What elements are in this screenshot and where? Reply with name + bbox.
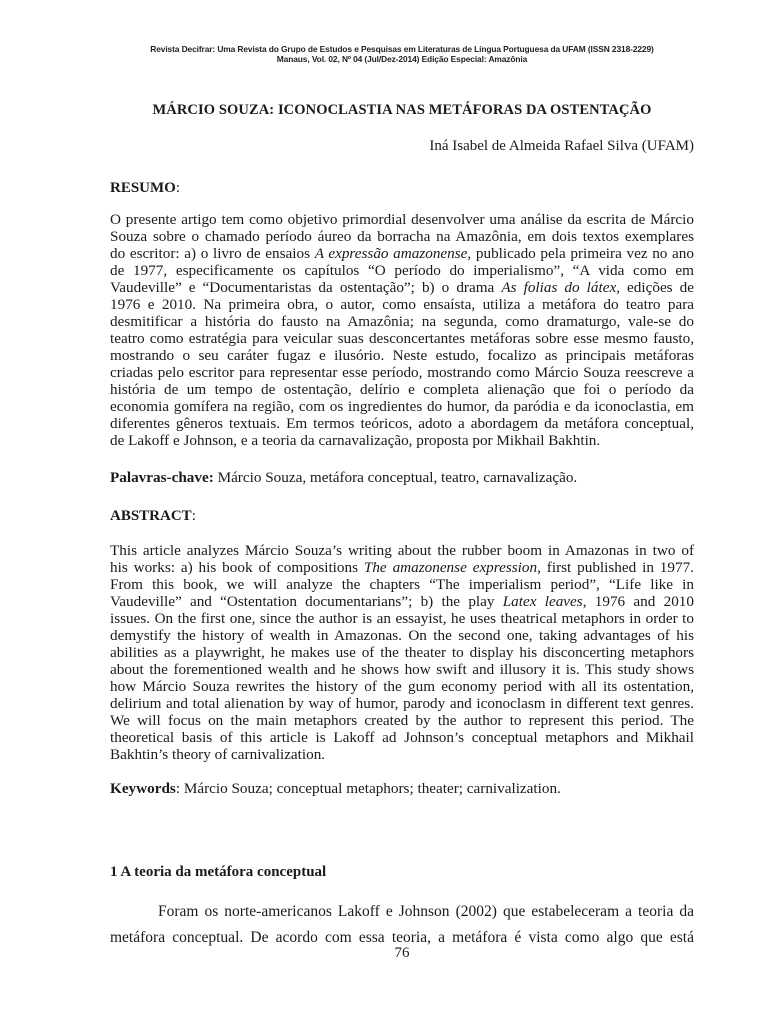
resumo-heading-colon: :: [175, 180, 181, 196]
abstract-line: how Márcio Souza rewrites the history of the gum economy period with all its ostentation,: [110, 678, 694, 695]
section-1-line: Foram os norte-americanos Lakoff e Johnson (2002) que estabeleceram a teoria da: [158, 903, 694, 920]
resumo-line: diferentes gêneros textuais. Em termos teóricos, adoto a abordagem da metáfora conceptual,: [110, 415, 694, 432]
section-1-paragraph: [110, 899, 694, 951]
resumo-heading-text: RESUMO: [110, 180, 176, 196]
document-page: [110, 0, 694, 1024]
abstract-line: theoretical basis of this article is Lakoff ad Johnson’s conceptual metaphors and Mikhail: [110, 729, 694, 746]
abstract-line: demystify the history of wealth in Amazonas. On the second one, taking advantages of his: [110, 627, 694, 644]
abstract-text: Vaudeville” and “Ostentation documentarians”; b) the play: [110, 593, 503, 610]
palavras-chave-label: Palavras-chave:: [110, 469, 214, 486]
abstract-line: From this book, we will analyze the chapters “The imperialism period”, “Life like in: [110, 576, 694, 593]
running-header: [80, 44, 724, 64]
resumo-line: história de um tempo de ostentação, delírio e completa alienação que foi o período da: [110, 381, 694, 398]
abstract-line: This article analyzes Márcio Souza’s writing about the rubber boom in Amazonas in two of: [110, 542, 694, 559]
resumo-line: criadas pelo escritor para representar esse período, mostrando como Márcio Souza reescreve a: [110, 364, 694, 381]
resumo-line: [110, 279, 694, 296]
abstract-line: [110, 559, 694, 576]
journal-header-line-2: Manaus, Vol. 02, Nº 04 (Jul/Dez-2014) Edição Especial: Amazônia: [276, 54, 528, 64]
abstract-heading-colon: :: [191, 508, 196, 524]
abstract-line: Bakhtin’s theory of carnivalization.: [110, 746, 326, 763]
resumo-line: teatro como estratégia para veicular suas desconcertantes metáforas sobre esse mesmo fausto,: [110, 330, 694, 347]
article-title: MÁRCIO SOUZA: ICONOCLASTIA NAS METÁFORAS DA OSTENTAÇÃO: [152, 102, 652, 118]
abstract-line: delirium and total alienation by way of humor, parody and iconoclasm in different text genres.: [110, 695, 694, 712]
resumo-line: de 1977, especificamente os capítulos “O período do imperialismo”, “A vida como em: [110, 262, 694, 279]
abstract-line: [110, 593, 694, 610]
keywords-line: [110, 780, 561, 798]
abstract-line: about the forementioned wealth and he shows how swift and illusory it is. This study shows: [110, 661, 694, 678]
abstract-text: , 1976 and 2010: [582, 593, 694, 610]
resumo-italic-title: A expressão amazonense: [314, 245, 468, 262]
resumo-italic-title: As folias do látex: [501, 279, 617, 296]
resumo-paragraph: [110, 211, 694, 449]
resumo-line: [110, 245, 694, 262]
abstract-italic-title: The amazonense expression: [363, 559, 538, 576]
resumo-line: economia gomífera na região, com os ingredientes do humor, da paródia e da iconoclastia, em: [110, 398, 694, 415]
resumo-line: desmitificar a história do fausto na Amazônia; na segunda, como dramaturgo, vale-se do: [110, 313, 694, 330]
abstract-heading-text: ABSTRACT: [110, 508, 192, 524]
abstract-paragraph: [110, 542, 694, 763]
page-number: 76: [394, 945, 410, 961]
resumo-line: 1976 e 2010. Na primeira obra, o autor, como ensaísta, utiliza a metáfora do teatro para: [110, 296, 694, 313]
abstract-text: his works: a) his book of compositions: [110, 559, 364, 576]
resumo-text: do escritor: a) o livro de ensaios: [110, 245, 315, 262]
section-1-heading: 1 A teoria da metáfora conceptual: [110, 864, 327, 880]
palavras-chave-text: Márcio Souza, metáfora conceptual, teatro, carnavalização.: [213, 469, 578, 486]
resumo-line: Souza sobre o chamado período áureo da borracha na Amazônia, em dois textos exemplares: [110, 228, 694, 245]
section-1-line: metáfora conceptual. De acordo com essa teoria, a metáfora é vista como algo que está: [110, 929, 694, 946]
abstract-line: abilities as a playwright, he makes use of the theater to display his disconcerting metaphors: [110, 644, 694, 661]
abstract-italic-title: Latex leaves: [502, 593, 583, 610]
abstract-line: issues. On the first one, since the author is an essayist, he uses theatrical metaphors in order to: [110, 610, 694, 627]
author-line: Iná Isabel de Almeida Rafael Silva (UFAM): [429, 138, 694, 154]
resumo-line: de Lakoff e Johnson, e a teoria da carnavalização, proposta por Mikhail Bakhtin.: [110, 432, 601, 449]
resumo-text: , publicado pela primeira vez no ano: [467, 245, 694, 262]
resumo-line: O presente artigo tem como objetivo primordial desenvolver uma análise da escrita de Márcio: [110, 211, 694, 228]
resumo-line: mostrando o seu caráter fugaz e ilusório. Neste estudo, focalizo as principais metáforas: [110, 347, 694, 364]
abstract-line: We will focus on the main metaphors created by the author to represent this period. The: [110, 712, 694, 729]
resumo-heading: [110, 180, 180, 197]
abstract-heading: [110, 508, 196, 525]
abstract-text: , first published in 1977.: [537, 559, 694, 576]
resumo-text: Vaudeville” e “Documentaristas da ostentação”; b) o drama: [110, 279, 502, 296]
keywords-label: Keywords: [110, 780, 176, 797]
resumo-text: , edições de: [616, 279, 694, 296]
palavras-chave-line: [110, 469, 577, 487]
keywords-text: : Márcio Souza; conceptual metaphors; theater; carnivalization.: [175, 780, 561, 797]
journal-header-line-1: Revista Decifrar: Uma Revista do Grupo de Estudos e Pesquisas em Literaturas de Língua Portuguesa da UFAM (ISSN 2318-2229): [150, 44, 654, 54]
